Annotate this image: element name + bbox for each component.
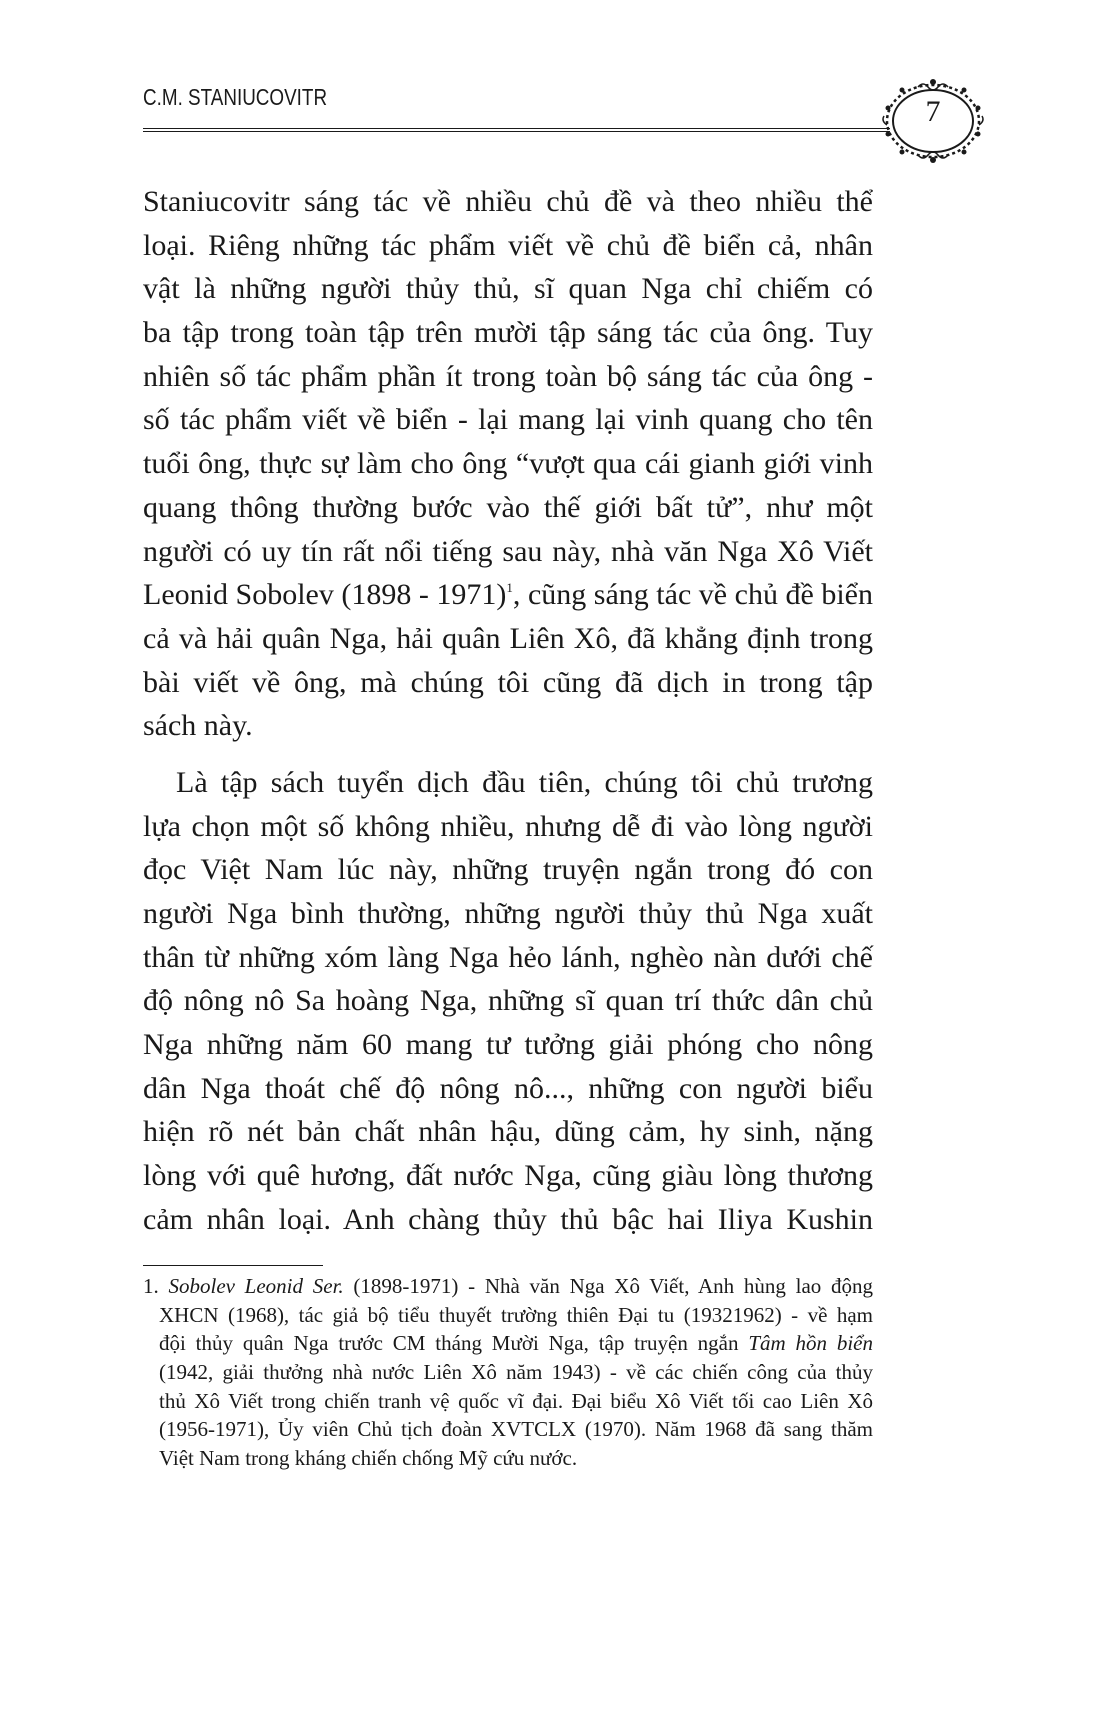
footnote-line <box>143 1272 873 1301</box>
paragraph <box>143 761 873 1242</box>
text-line: số tác phẩm viết về biển - lại mang lại vinh quang cho tên <box>143 403 873 437</box>
footnote-number: 1. <box>143 1274 159 1298</box>
text-line: bài viết về ông, mà chúng tôi cũng đã dịch in trong tập <box>143 665 873 699</box>
text-line: người có uy tín rất nổi tiếng sau này, nhà văn Nga Xô Viết <box>143 534 873 568</box>
book-title: Tâm hồn biển <box>748 1331 873 1356</box>
page-number: 7 <box>925 95 941 128</box>
text-segment: , cũng sáng tác về chủ đề biển <box>512 578 873 612</box>
footnote-line: (1942, giải thưởng nhà nước Liên Xô năm 1943) - về các chiến công của thủy <box>159 1360 873 1385</box>
footnote-separator <box>143 1265 323 1266</box>
text-line: sách này. <box>143 709 253 743</box>
text-line: lòng với quê hương, đất nước Nga, cũng giàu lòng thương <box>143 1159 873 1193</box>
paragraph-gap <box>143 748 873 761</box>
text-line: thân từ những xóm làng Nga hẻo lánh, nghèo nàn dưới chế <box>143 940 873 974</box>
body-text <box>143 180 873 1242</box>
text-segment: Leonid Sobolev (1898 - 1971) <box>143 578 507 612</box>
text-line: lựa chọn một số không nhiều, nhưng dễ đi vào lòng người <box>143 809 873 843</box>
text-line: cảm nhân loại. Anh chàng thủy thủ bậc hai Iliya Kushin <box>143 1202 873 1236</box>
text-line: quang thông thường bước vào thế giới bất tử”, như một <box>143 490 873 524</box>
footnote-line: XHCN (1968), tác giả bộ tiểu thuyết trường thiên Đại tu (19321962) - về hạm <box>159 1302 873 1327</box>
footnote-line: Việt Nam trong kháng chiến chống Mỹ cứu nước. <box>159 1446 578 1471</box>
header-double-rule <box>143 128 890 132</box>
text-line: đọc Việt Nam lúc này, những truyện ngắn trong đó con <box>143 853 873 887</box>
text-line: ba tập trong toàn tập trên mười tập sáng tác của ông. Tuy <box>143 316 873 350</box>
footnote-line: (1956-1971), Ủy viên Chủ tịch đoàn XVTCLX (1970). Năm 1968 đã sang thăm <box>159 1417 873 1442</box>
paragraph <box>143 180 873 748</box>
footnote-line <box>143 1329 873 1358</box>
text-line <box>143 573 873 617</box>
text-line: dân Nga thoát chế độ nông nô..., những con người biểu <box>143 1071 873 1105</box>
running-title: C.M. STANIUCOVITR <box>143 84 328 110</box>
footnote-reference[interactable]: 1 <box>506 580 513 596</box>
text-line: loại. Riêng những tác phẩm viết về chủ đề biển cả, nhân <box>143 228 873 262</box>
text-segment: (1898-1971) - Nhà văn Nga Xô Viết, Anh hùng lao động <box>343 1274 874 1298</box>
footnote <box>143 1272 873 1473</box>
text-line: Là tập sách tuyển dịch đầu tiên, chúng tôi chủ trương <box>176 765 873 799</box>
text-line: tuổi ông, thực sự làm cho ông “vượt qua cái gianh giới vinh <box>143 447 873 481</box>
text-line: người Nga bình thường, những người thủy thủ Nga xuất <box>143 897 873 930</box>
text-line: Nga những năm 60 mang tư tưởng giải phóng cho nông <box>143 1028 873 1062</box>
text-line: Staniucovitr sáng tác về nhiều chủ đề và theo nhiều thể <box>143 185 873 218</box>
text-line: độ nông nô Sa hoàng Nga, những sĩ quan trí thức dân chủ <box>143 984 873 1018</box>
text-line: cả và hải quân Nga, hải quân Liên Xô, đã khẳng định trong <box>143 621 873 655</box>
text-line: nhiên số tác phẩm phần ít trong toàn bộ sáng tác của ông - <box>143 359 873 393</box>
text-line: hiện rõ nét bản chất nhân hậu, dũng cảm, hy sinh, nặng <box>143 1115 873 1149</box>
text-segment: đội thủy quân Nga trước CM tháng Mười Nga, tập truyện ngắn <box>159 1331 749 1356</box>
text-line: vật là những người thủy thủ, sĩ quan Nga chỉ chiếm có <box>143 272 873 306</box>
footnote-author-name: Sobolev Leonid Ser. <box>168 1274 344 1298</box>
footnote-line: thủ Xô Viết trong chiến tranh vệ quốc vĩ đại. Đại biểu Xô Viết tối cao Liên Xô <box>159 1388 873 1413</box>
